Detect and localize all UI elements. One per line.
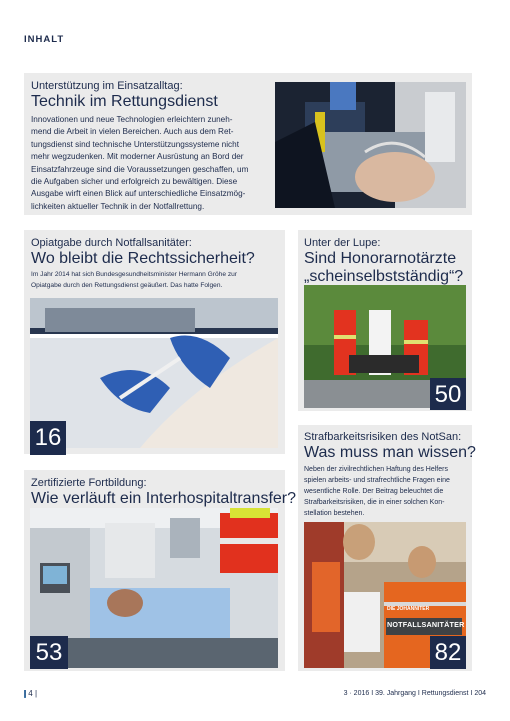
article-teaser: Innovationen und neue Technologien erleichtern zuneh- mend die Arbeit in vielen Bereichen. Auch aus dem Ret- tungsdienst sind technische Unterstützungssysteme nicht mehr wegzudenken. Mit moderner Ausrüstung an Bord der Einsatzfahrzeuge sind die Voraussetzungen geschaffen, um die Aufgaben sicher und erfolgreich zu bewältigen. Diese Ausgabe wirft einen Blick auf unterschiedliche Einsatzmög- lichkeiten aktueller Technik in der Notfallrettung.	[31, 115, 249, 211]
article-headline[interactable]: Technik im Rettungsdienst	[31, 93, 218, 110]
vest-brand-text: DIE JOHANNITER	[387, 606, 430, 612]
article-photo-syringe	[30, 298, 278, 448]
article-kicker: Strafbarkeitsrisiken des NotSan:	[304, 431, 462, 443]
footer-page-number: | 4 |	[24, 689, 38, 698]
article-kicker: Zertifizierte Fortbildung:	[31, 477, 147, 489]
article-headline[interactable]: Wo bleibt die Rechtssicherheit?	[31, 250, 255, 267]
article-headline[interactable]: Was muss man wissen?	[304, 444, 476, 461]
page-number-badge[interactable]: 53	[30, 636, 68, 669]
page-number-badge[interactable]: 50	[430, 378, 466, 410]
page-number-badge[interactable]: 16	[30, 421, 66, 455]
article-headline[interactable]: Sind Honorarnotärzte „scheinselbstständig“?	[304, 250, 464, 285]
article-kicker: Unter der Lupe:	[304, 237, 381, 249]
article-teaser: Neben der zivilrechtlichen Haftung des Helfers spielen arbeits- und strafrechtliche Fragen eine wesentliche Rolle. Der Beitrag beleuchtet die Strafbarkeitsrisiken, die in einer solchen Kon- stellation bestehen.	[304, 466, 450, 517]
section-label: INHALT	[24, 34, 65, 45]
page-number-badge[interactable]: 82	[430, 636, 466, 669]
article-kicker: Unterstützung im Einsatzalltag:	[31, 80, 183, 92]
article-photo-ambulance-interior	[275, 82, 466, 208]
vest-label-text: NOTFALLSANITÄTER	[387, 620, 465, 629]
article-headline[interactable]: Wie verläuft ein Interhospitaltransfer?	[31, 490, 297, 507]
article-teaser: Im Jahr 2014 hat sich Bundesgesundheitsminister Hermann Gröhe zur Opiatgabe durch den Rettungsdienst geäußert. Das hatte Folgen.	[31, 271, 237, 289]
article-kicker: Opiatgabe durch Notfallsanitäter:	[31, 237, 192, 249]
footer-issue-info: 3 · 2016 I 39. Jahrgang I Rettungsdienst I 204	[343, 690, 486, 697]
